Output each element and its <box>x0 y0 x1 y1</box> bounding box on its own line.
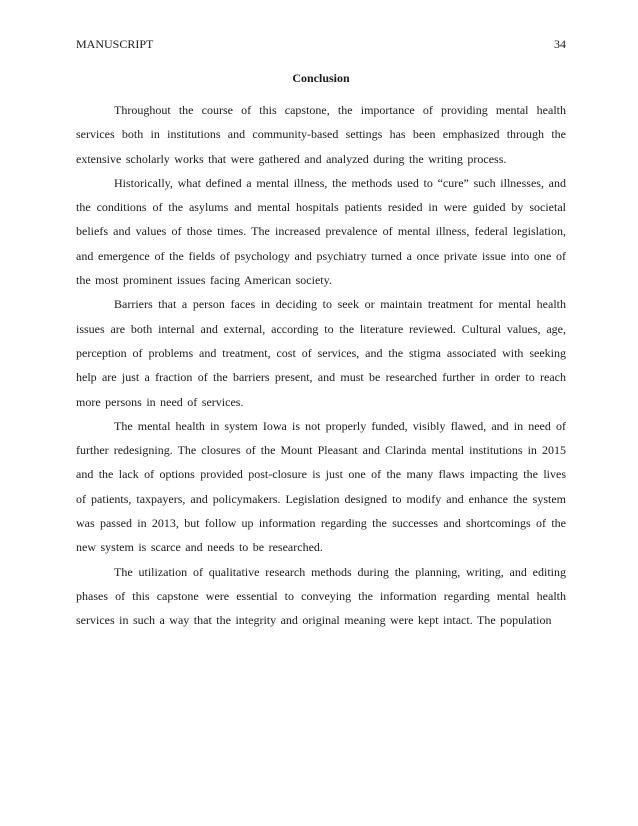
section-heading: Conclusion <box>292 71 350 85</box>
paragraph-5: The utilization of qualitative research methods during the planning, writing, and editing phases of this capstone were essential to conveying the information regarding mental health services in such a way that the integrity and original meaning were kept intact. The population <box>76 564 566 628</box>
paragraph-2: Historically, what defined a mental illness, the methods used to “cure” such illnesses, and the conditions of the asylums and mental hospitals patients resided in were guided by societal beliefs and values of those times. The increased prevalence of mental illness, federal legislation, and emergence of the fields of psychology and psychiatry turned a once private issue into one of the most prominent issues facing American society. <box>76 175 566 288</box>
paragraph-3: Barriers that a person faces in deciding to seek or maintain treatment for mental health issues are both internal and external, according to the literature reviewed. Cultural values, age, perception of problems and treatment, cost of services, and the stigma associated with seeking help are just a fraction of the barriers present, and must be researched further in order to reach more persons in need of services. <box>76 297 566 409</box>
running-head: MANUSCRIPT <box>76 37 154 51</box>
paragraph-1: Throughout the course of this capstone, the importance of providing mental health services both in institutions and community-based settings has been emphasized through the extensive scholarly works that were gathered and analyzed during the writing process. <box>76 103 566 166</box>
page-number: 34 <box>554 37 566 51</box>
page-header <box>76 36 566 52</box>
body-text <box>76 98 566 633</box>
paragraph-4: The mental health in system Iowa is not properly funded, visibly flawed, and in need of further redesigning. The closures of the Mount Pleasant and Clarinda mental institutions in 2015 and the lack of options provided post-closure is just one of the many flaws impacting the lives of patients, taxpayers, and policymakers. Legislation designed to modify and enhance the system was passed in 2013, but follow up information regarding the successes and shortcomings of the new system is scarce and needs to be researched. <box>76 418 566 555</box>
